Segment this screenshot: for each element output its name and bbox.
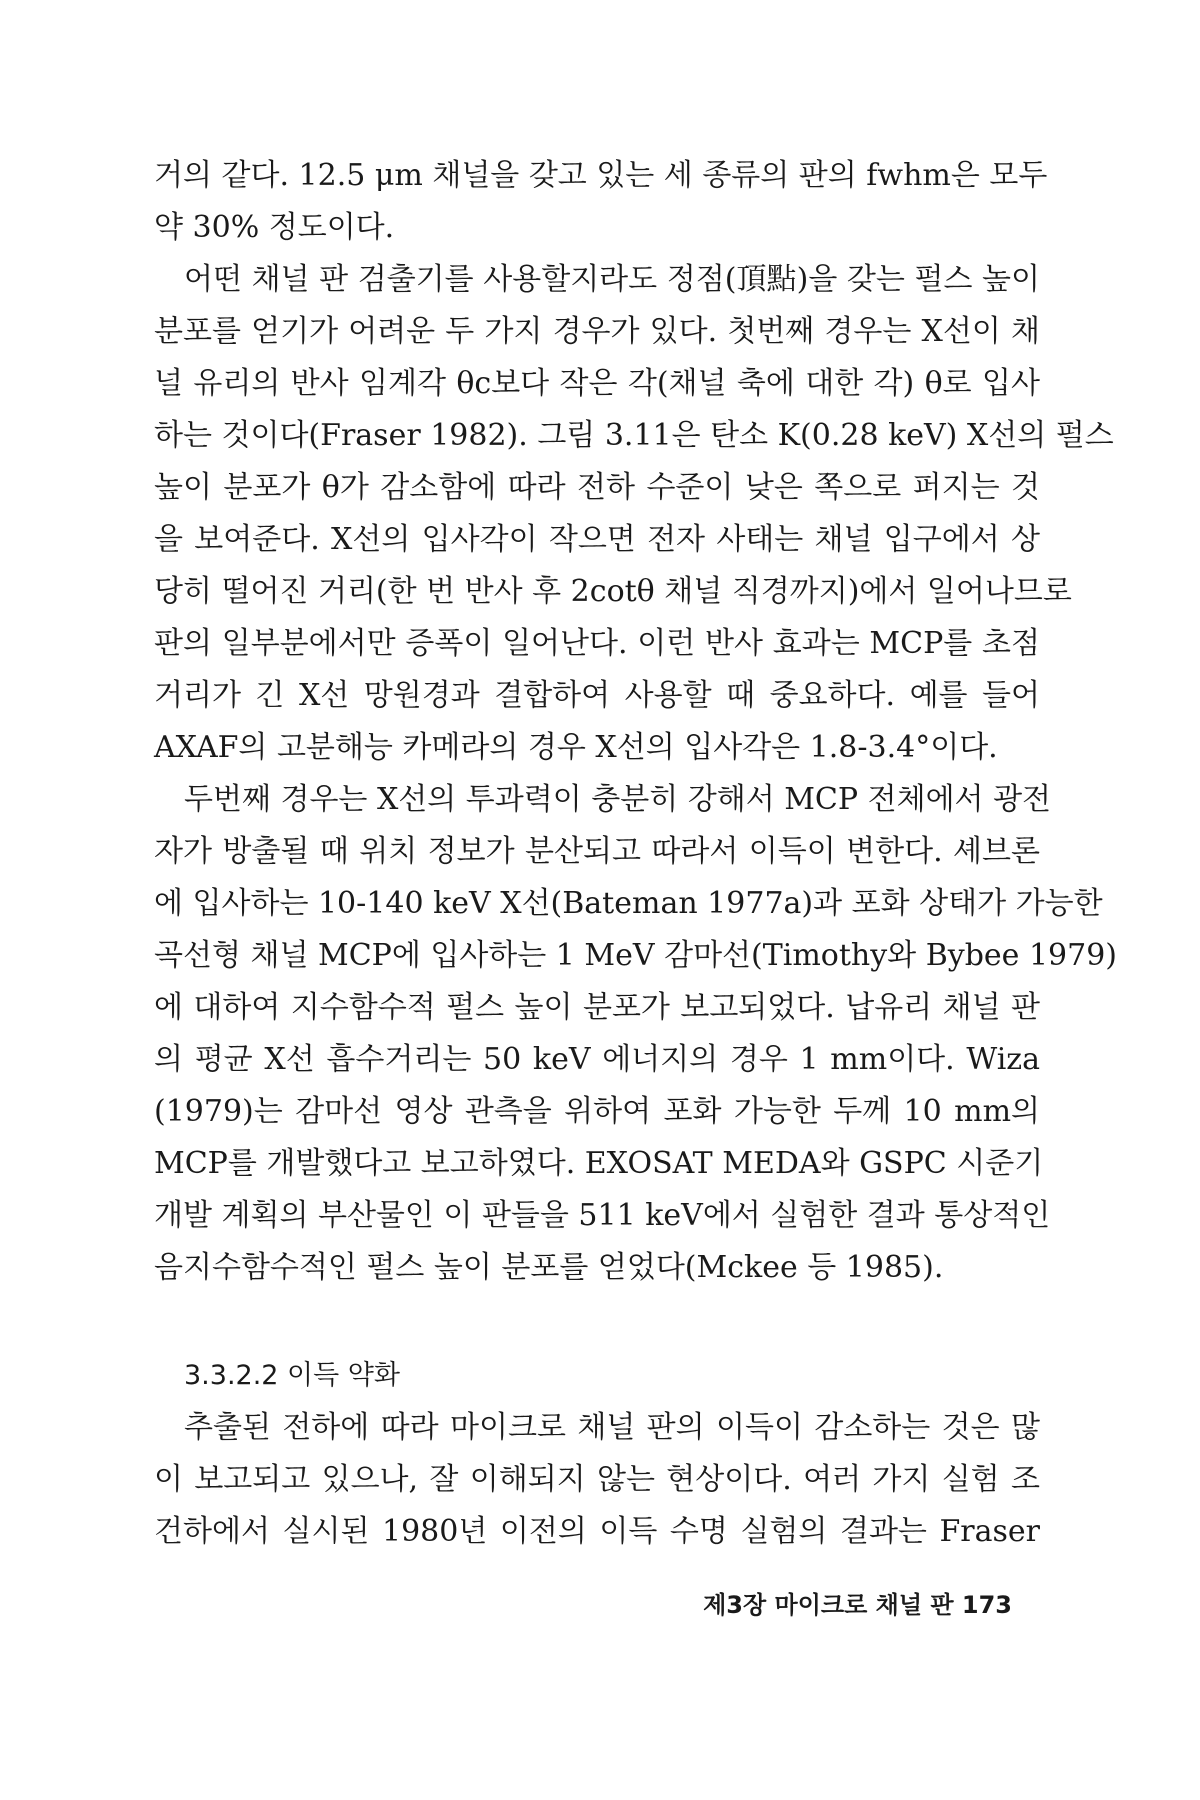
text-line: 에 입사하는 10-140 keV X선(Bateman 1977a)과 포화 상태가 가능한 <box>154 886 1103 921</box>
text-line: 하는 것이다(Fraser 1982). 그림 3.11은 탄소 K(0.28 keV) X선의 펄스 <box>154 418 1114 453</box>
text-line: 분포를 얻기가 어려운 두 가지 경우가 있다. 첫번째 경우는 X선이 채 <box>154 314 1040 349</box>
text-line: 약 30% 정도이다. <box>154 210 395 245</box>
page-footer-running-head: 제3장 마이크로 채널 판 173 <box>703 1591 1012 1619</box>
page-body <box>154 150 1117 1558</box>
text-line: 추출된 전하에 따라 마이크로 채널 판의 이득이 감소하는 것은 많 <box>184 1410 1040 1445</box>
text-line: (1979)는 감마선 영상 관측을 위하여 포화 가능한 두께 10 mm의 <box>154 1094 1040 1129</box>
section-spacer <box>154 1294 1040 1350</box>
text-line: 자가 방출될 때 위치 정보가 분산되고 따라서 이득이 변한다. 셰브론 <box>154 834 1040 869</box>
text-line: 판의 일부분에서만 증폭이 일어난다. 이런 반사 효과는 MCP를 초점 <box>154 626 1040 661</box>
text-line: 거리가 긴 X선 망원경과 결합하여 사용할 때 중요하다. 예를 들어 <box>154 678 1040 713</box>
text-line: 두번째 경우는 X선의 투과력이 충분히 강해서 MCP 전체에서 광전 <box>184 782 1052 817</box>
text-line: MCP를 개발했다고 보고하였다. EXOSAT MEDA와 GSPC 시준기 <box>154 1146 1044 1181</box>
text-line: 당히 떨어진 거리(한 번 반사 후 2cotθ 채널 직경까지)에서 일어나므로 <box>154 574 1072 609</box>
text-line: 이 보고되고 있으나, 잘 이해되지 않는 현상이다. 여러 가지 실험 조 <box>154 1462 1040 1497</box>
text-line: 건하에서 실시된 1980년 이전의 이득 수명 실험의 결과는 Fraser <box>154 1514 1040 1549</box>
text-line: 에 대하여 지수함수적 펄스 높이 분포가 보고되었다. 납유리 채널 판 <box>154 990 1040 1025</box>
section-heading: 3.3.2.2 이득 약화 <box>184 1360 400 1391</box>
text-line: 을 보여준다. X선의 입사각이 작으면 전자 사태는 채널 입구에서 상 <box>154 522 1040 557</box>
text-line: 널 유리의 반사 임계각 θc보다 작은 각(채널 축에 대한 각) θ로 입사 <box>154 366 1040 401</box>
text-line: 의 평균 X선 흡수거리는 50 keV 에너지의 경우 1 mm이다. Wiza <box>154 1042 1040 1077</box>
text-line: 거의 같다. 12.5 μm 채널을 갖고 있는 세 종류의 판의 fwhm은 모두 <box>154 158 1048 193</box>
text-line: AXAF의 고분해능 카메라의 경우 X선의 입사각은 1.8-3.4°이다. <box>154 730 998 765</box>
text-line: 음지수함수적인 펄스 높이 분포를 얻었다(Mckee 등 1985). <box>154 1250 944 1285</box>
text-line: 개발 계획의 부산물인 이 판들을 511 keV에서 실험한 결과 통상적인 <box>154 1198 1051 1233</box>
text-line: 높이 분포가 θ가 감소함에 따라 전하 수준이 낮은 쪽으로 퍼지는 것 <box>154 470 1040 505</box>
text-line: 어떤 채널 판 검출기를 사용할지라도 정점(頂點)을 갖는 펄스 높이 <box>184 262 1040 297</box>
text-line: 곡선형 채널 MCP에 입사하는 1 MeV 감마선(Timothy와 Bybee 1979) <box>154 938 1117 973</box>
